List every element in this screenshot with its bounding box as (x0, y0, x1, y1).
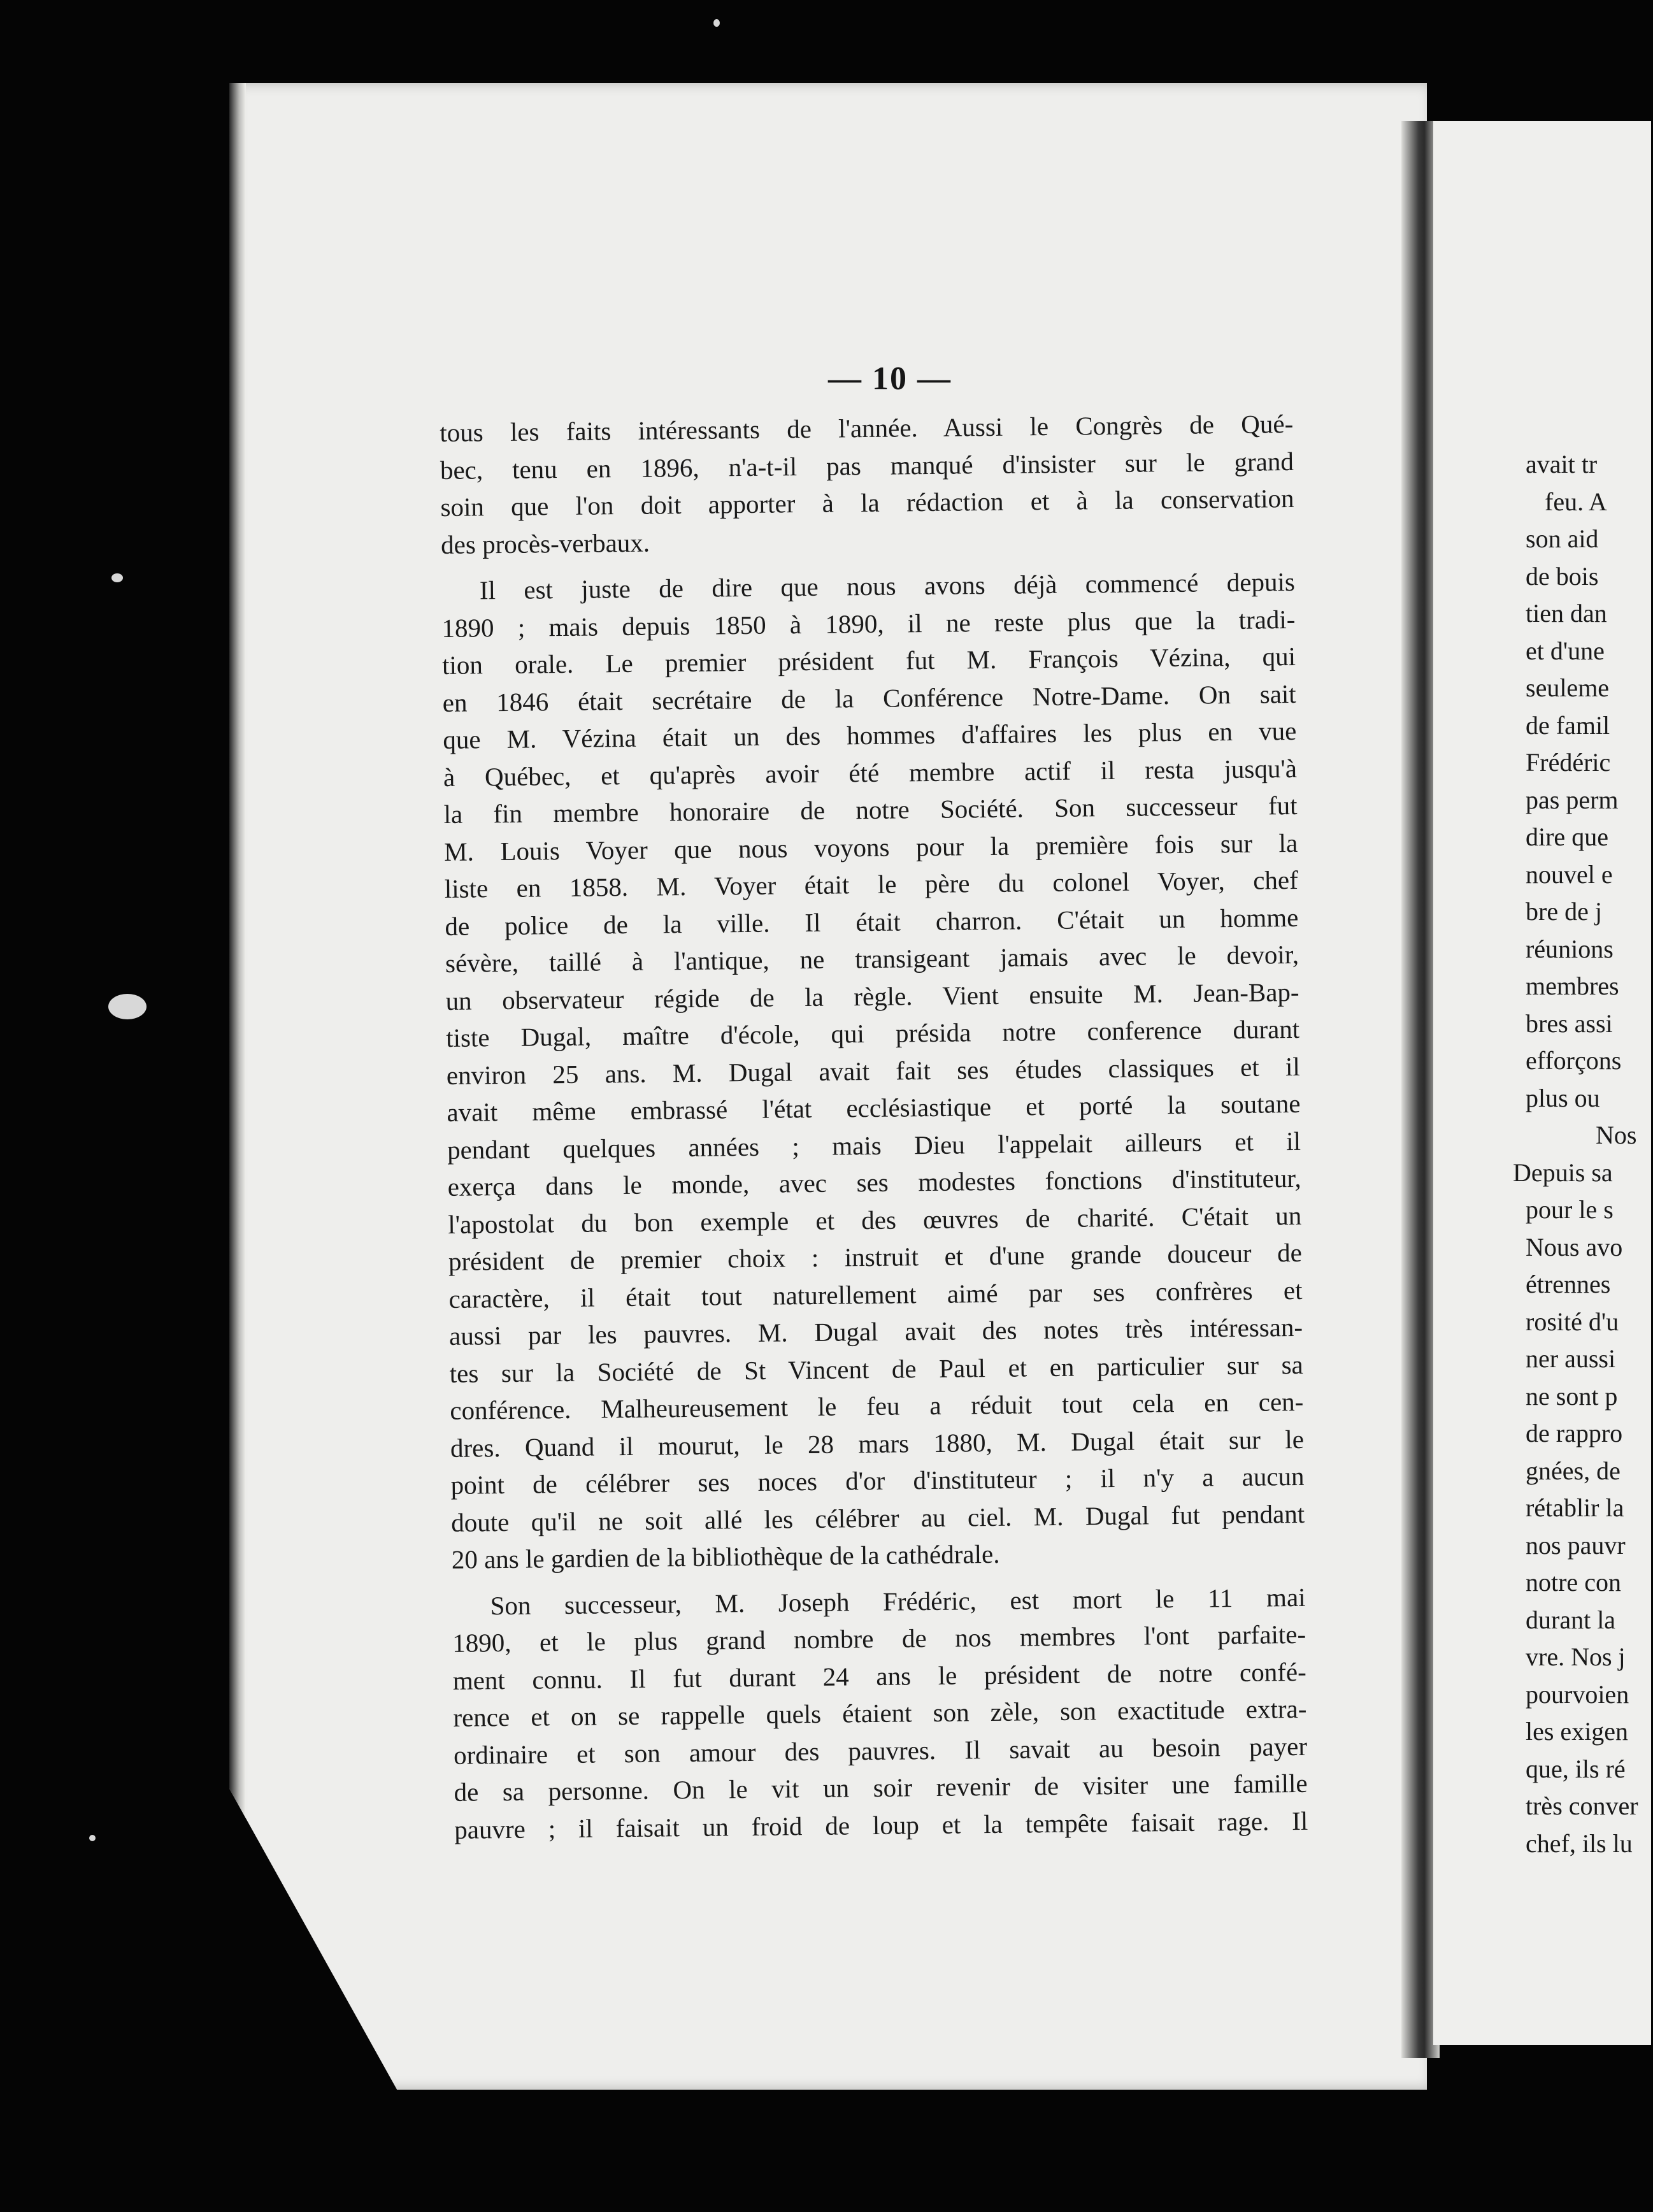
text-line: nos pauvr (1526, 1530, 1626, 1560)
text-line: de police de la ville. Il était charron. C'était un homme (445, 902, 1299, 941)
text-line: pour le s (1526, 1195, 1614, 1224)
text-line: et d'une (1526, 636, 1605, 665)
text-line: étrennes (1526, 1270, 1611, 1298)
text-line: tion orale. Le premier président fut M. François Vézina, qui (441, 641, 1296, 680)
text-line: président de premier choix : instruit et d'une grande douceur de (448, 1237, 1303, 1276)
text-line: M. Louis Voyer que nous voyons pour la première fois sur la (443, 828, 1298, 866)
text-line: tien dan (1526, 599, 1607, 628)
text-line: sévère, taillé à l'antique, ne transigeant jamais avec le devoir, (445, 939, 1299, 978)
text-line: Frédéric (1526, 748, 1611, 777)
text-line: ordinaire et son amour des pauvres. Il savait au besoin payer (453, 1731, 1308, 1770)
page-number: — 10 — (828, 361, 952, 397)
text-line: caractère, il était tout naturellement aimé par ses confrères et (448, 1275, 1303, 1314)
text-line: Son successeur, M. Joseph Frédéric, est mort le 11 mai (490, 1582, 1306, 1620)
text-line: tes sur la Société de St Vincent de Paul et en particulier sur sa (449, 1349, 1303, 1388)
text-line: des procès-verbaux. (440, 528, 650, 559)
text-line: gnées, de (1526, 1456, 1621, 1485)
text-line: efforçons (1526, 1046, 1622, 1075)
text-line: bre de j (1526, 897, 1602, 926)
text-line: rence et on se rappelle quels étaient son zèle, son exactitude extra- (453, 1693, 1307, 1732)
text-line: ment connu. Il fut durant 24 ans le président de notre confé- (452, 1656, 1306, 1695)
text-line: rosité d'u (1526, 1307, 1619, 1336)
text-line: à Québec, et qu'après avoir été membre actif il resta jusqu'à (443, 753, 1298, 792)
text-line: pourvoien (1526, 1679, 1629, 1709)
text-line: un observateur régide de la règle. Vient ensuite M. Jean-Bap- (445, 977, 1299, 1016)
text-line: Nous avo (1526, 1232, 1623, 1261)
text-line: Il est juste de dire que nous avons déjà commencé depuis (479, 566, 1296, 605)
text-line: 20 ans le gardien de la bibliothèque de la cathédrale. (451, 1539, 1000, 1574)
text-line: point de célébrer ses noces d'or d'instituteur ; il n'y a aucun (450, 1461, 1305, 1500)
text-line: que M. Vézina était un des hommes d'affaires les plus en vue (443, 715, 1297, 754)
text-line: seuleme (1526, 673, 1610, 702)
text-line: 1890 ; mais depuis 1850 à 1890, il ne reste plus que la tradi- (441, 604, 1296, 643)
text-line: en 1846 était secrétaire de la Conférence Notre-Dame. On sait (442, 679, 1296, 717)
text-line: que, ils ré (1526, 1754, 1626, 1783)
left-page-body (440, 405, 1308, 1848)
text-line: liste en 1858. M. Voyer était le père du colonel Voyer, chef (444, 865, 1298, 903)
text-line: chef, ils lu (1526, 1828, 1633, 1858)
text-line: aussi par les pauvres. M. Dugal avait des notes très intéressan- (448, 1312, 1303, 1351)
text-line: dres. Quand il mourut, le 28 mars 1880, M. Dugal était sur le (450, 1424, 1305, 1463)
text-line: de famil (1526, 710, 1610, 740)
text-line: doute qu'il ne soit allé les célébrer au ciel. M. Dugal fut pendant (450, 1498, 1305, 1537)
text-line: durant la (1526, 1605, 1616, 1634)
dust-speck (89, 1835, 96, 1841)
text-line: la fin membre honoraire de notre Société. Son successeur fut (443, 790, 1298, 829)
dust-speck (108, 994, 147, 1019)
right-page-body (1513, 446, 1653, 1862)
text-line: de sa personne. On le vit un soir revenir de visiter une famille (454, 1768, 1308, 1807)
text-line: l'apostolat du bon exemple et des œuvres de charité. C'était un (448, 1200, 1302, 1239)
text-line: conférence. Malheureusement le feu a réduit tout cela en cen- (450, 1386, 1304, 1425)
text-line: feu. A (1545, 487, 1607, 516)
text-line: bres assi (1526, 1009, 1613, 1038)
text-line: rétablir la (1526, 1493, 1624, 1522)
text-line: pauvre ; il faisait un froid de loup et la tempête faisait rage. Il (454, 1806, 1308, 1844)
text-line: membres (1526, 972, 1619, 1000)
text-line: tous les faits intéressants de l'année. Aussi le Congrès de Qué- (440, 408, 1294, 447)
text-line: tiste Dugal, maître d'école, qui présida notre conference durant (446, 1014, 1300, 1052)
text-line: ne sont p (1526, 1381, 1618, 1411)
text-line: soin que l'on doit apporter à la rédaction et à la conservation (440, 483, 1294, 522)
text-line: vre. Nos j (1526, 1642, 1626, 1671)
text-line: Nos (1596, 1121, 1637, 1149)
text-line: environ 25 ans. M. Dugal avait fait ses études classiques et il (446, 1051, 1301, 1090)
text-line: avait même embrassé l'état ecclésiastique et porté la soutane (447, 1088, 1301, 1127)
text-line: avait tr (1526, 450, 1598, 478)
text-line: son aid (1526, 524, 1599, 553)
text-line: de rappro (1526, 1419, 1623, 1447)
dust-speck (111, 573, 123, 582)
text-line: bec, tenu en 1896, n'a-t-il pas manqué d'insister sur le grand (440, 446, 1294, 485)
text-line: Depuis sa (1513, 1158, 1613, 1187)
text-line: 1890, et le plus grand nombre de nos membres l'ont parfaite- (452, 1619, 1306, 1658)
text-line: ner aussi (1526, 1344, 1616, 1373)
text-line: notre con (1526, 1568, 1621, 1597)
text-line: très conver (1526, 1792, 1638, 1820)
dust-speck (713, 19, 720, 27)
text-line: de bois (1526, 561, 1599, 591)
text-line: les exigen (1526, 1717, 1629, 1746)
text-line: réunions (1526, 934, 1614, 963)
text-line: plus ou (1526, 1083, 1600, 1112)
text-line: pendant quelques années ; mais Dieu l'appelait ailleurs et il (447, 1126, 1301, 1165)
text-line: nouvel e (1526, 859, 1613, 889)
text-line: dire que (1526, 822, 1608, 851)
text-line: pas perm (1526, 785, 1619, 814)
text-line: exerça dans le monde, avec ses modestes fonctions d'instituteur, (447, 1163, 1301, 1202)
